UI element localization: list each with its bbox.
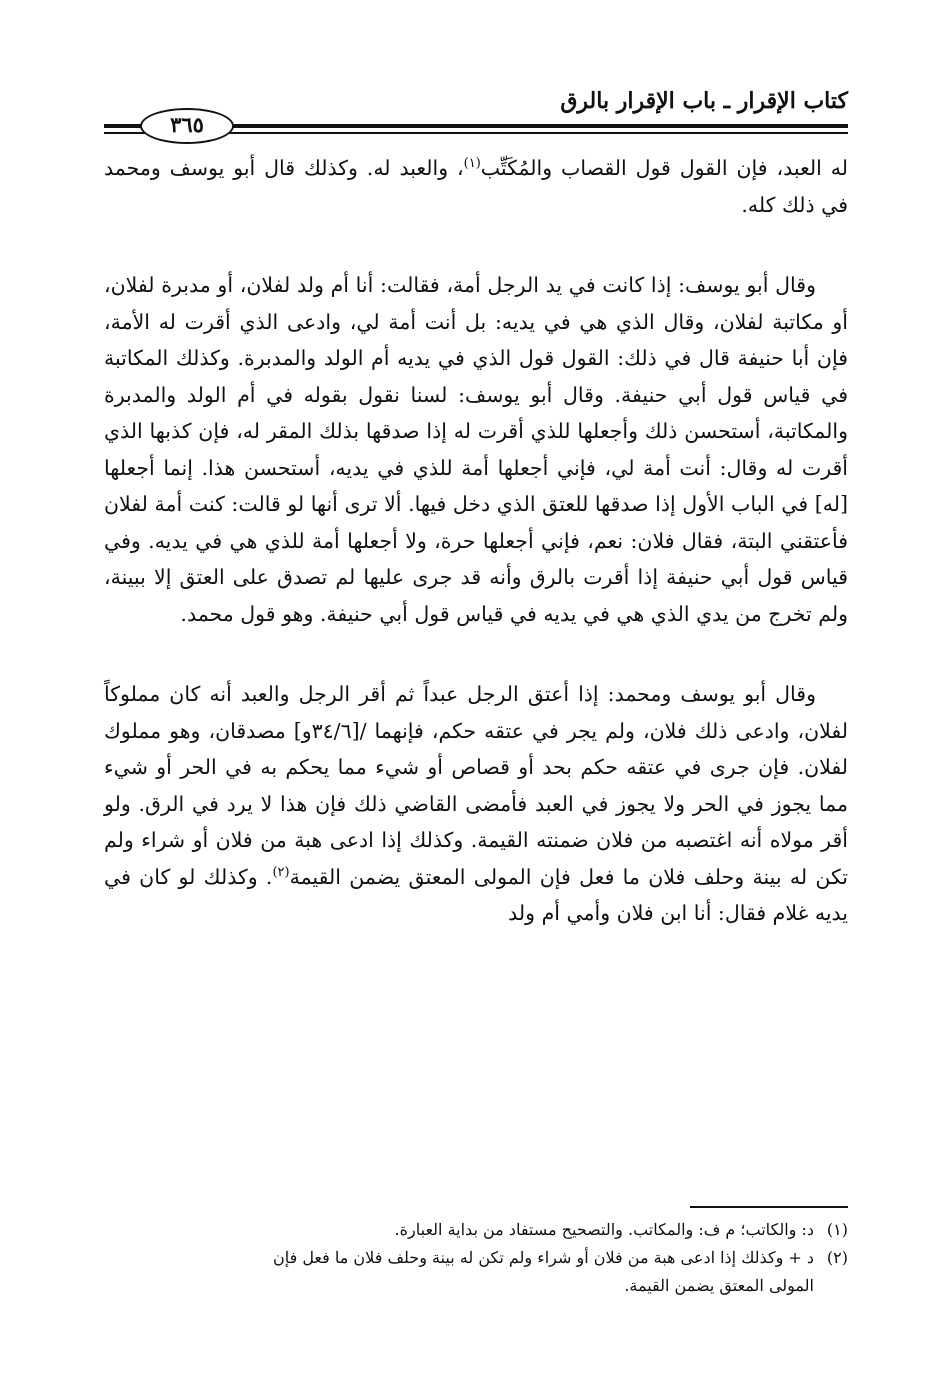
footnote-ref-1: (١) [463, 156, 481, 172]
footnote-1 [104, 1216, 848, 1244]
paragraph-gap [104, 632, 848, 676]
main-text [104, 150, 848, 932]
paragraph-3-text-a: وقال أبو يوسف ومحمد: إذا أعتق الرجل عبداً ثم أقر الرجل والعبد أنه كان مملوكاً لفلان، وادعى ذلك فلان، ولم يجر في عتقه حكم، فإنهما /[٣٤/٦و] مصدقان، وهو مملوك لفلان. فإن جرى في عتقه حكم بحد أو قصاص أو شيء مما يحكم به في الحر أو شيء مما يجوز في الحر ولا يجوز في العبد فأمضى القاضي ذلك فإن هذا لا يرد في الرق. ولو أقر مولاه أنه اغتصبه من فلان ضمنته القيمة. وكذلك إذا ادعى هبة من فلان أو شراء ولم تكن له بينة وحلف فلان ما فعل فإن المولى المعتق يضمن القيمة [104, 682, 848, 889]
paragraph-1 [104, 150, 848, 223]
paragraph-3-text-b: . وكذلك لو كان في يديه غلام فقال: أنا ابن فلان وأمي أم ولد [104, 864, 848, 925]
footnote-2-text: د + وكذلك إذا ادعى هبة من فلان أو شراء ولم تكن له بينة وحلف فلان ما فعل فإن [272, 1248, 814, 1267]
paragraph-gap [104, 223, 848, 267]
footnotes [104, 1216, 848, 1300]
footnote-1-number: (١) [826, 1220, 848, 1239]
paragraph-1-text-a: له العبد، فإن القول قول القصاب والمُكَتِّب [480, 156, 848, 180]
footnote-1-text: د: والكاتب؛ م ف: والمكاتب. والتصحيح مستفاد من بداية العبارة. [394, 1220, 814, 1239]
footnote-separator [690, 1206, 848, 1208]
footnote-2-number: (٢) [826, 1248, 848, 1267]
paragraph-1-text-b: ، والعبد له. وكذلك قال أبو يوسف ومحمد في ذلك كله. [104, 156, 848, 217]
footnote-ref-2: (٢) [272, 864, 290, 880]
paragraph-3 [104, 676, 848, 932]
footnote-2-continuation: المولى المعتق يضمن القيمة. [624, 1276, 814, 1295]
footnote-2 [104, 1244, 848, 1272]
running-title: كتاب الإقرار ـ باب الإقرار بالرق [560, 88, 848, 114]
paragraph-2: وقال أبو يوسف: إذا كانت في يد الرجل أمة، فقالت: أنا أم ولد لفلان، أو مدبرة لفلان، أو مكاتبة لفلان، وقال الذي هي في يديه: بل أنت أمة لي، وادعى الذي أقرت له الأمة، فإن أبا حنيفة قال في ذلك: القول قول الذي في يديه أم الولد والمدبرة. وكذلك المكاتبة في قياس قول أبي حنيفة. وقال أبو يوسف: لسنا نقول بقوله في أم الولد والمدبرة والمكاتبة، أستحسن ذلك وأجعلها للذي أقرت له إذا صدقها بذلك المقر له، فإن كذبها الذي أقرت له وقال: أنت أمة لي، فإني أجعلها أمة للذي في يديه، أستحسن هذا. إنما أجعلها [له] في الباب الأول إذا صدقها للعتق الذي دخل فيها. ألا ترى أنها لو قالت: كنت أمة لفلان فأعتقني البتة، فقال فلان: نعم، فإني أجعلها حرة، ولا أجعلها أمة للذي هي في يديه. وفي قياس قول أبي حنيفة إذا أقرت بالرق وأنه قد جرى عليها لم تصدق على العتق إلا ببينة، ولم تخرج من يدي الذي هي في يديه في قياس قول أبي حنيفة. وهو قول محمد. [104, 273, 848, 626]
page-number: ٣٦٥ [140, 108, 234, 144]
